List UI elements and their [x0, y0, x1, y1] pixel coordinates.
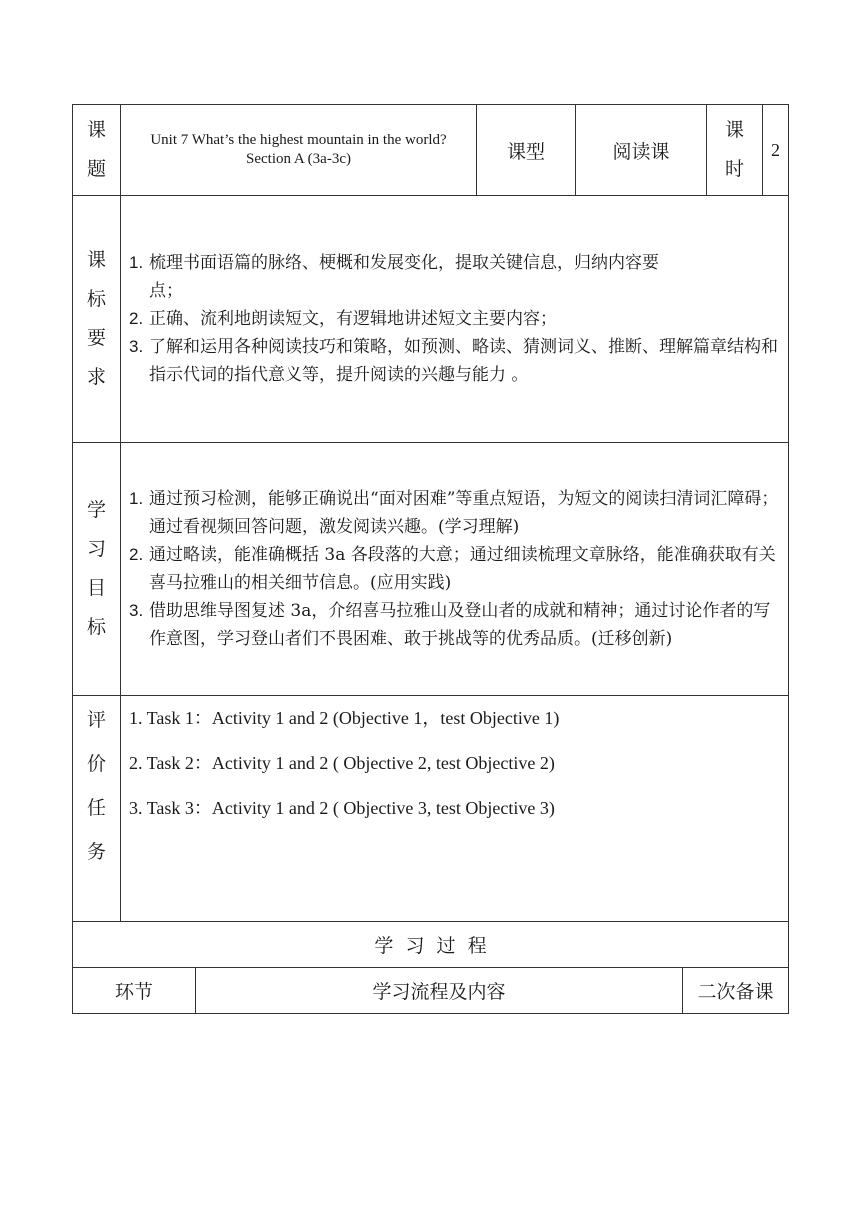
objective-item: 3. 借助思维导图复述 3a，介绍喜马拉雅山及登山者的成就和精神；通过讨论作者的写作意图，学习登山者们不畏困难、敢于挑战等的优秀品质。(迁移创新) — [129, 601, 771, 649]
topic-label: 课 题 — [73, 105, 121, 196]
evaluation-content — [121, 696, 789, 922]
objective-item: 2. 通过略读，能准确概括 3a 各段落的大意；通过细读梳理文章脉络，能准确获取有关喜马拉雅山的相关细节信息。(应用实践) — [129, 545, 776, 593]
standards-content — [121, 196, 789, 443]
standards-label: 课 标 要 求 — [73, 196, 121, 443]
content-column-header: 学习流程及内容 — [196, 968, 683, 1014]
evaluation-label: 评 价 任 务 — [73, 696, 121, 922]
task-item: 2. Task 2：Activity 1 and 2 ( Objective 2, test Objective 2) — [129, 753, 555, 773]
task-item: 3. Task 3：Activity 1 and 2 ( Objective 3, test Objective 3) — [129, 798, 555, 818]
lesson-title: Unit 7 What’s the highest mountain in the world? Section A (3a-3c) — [121, 105, 477, 196]
prep-column-header: 二次备课 — [683, 968, 789, 1014]
type-label: 课型 — [477, 105, 576, 196]
stage-column-header: 环节 — [73, 968, 196, 1014]
lesson-plan-table — [72, 104, 788, 1014]
period-value: 2 — [763, 105, 789, 196]
process-title: 学 习 过 程 — [73, 922, 789, 968]
header-table — [72, 104, 789, 196]
standard-item: 2. 正确、流利地朗读短文，有逻辑地讲述短文主要内容； — [129, 309, 557, 329]
standard-item: 1. 梳理书面语篇的脉络、梗概和发展变化，提取关键信息，归纳内容要点； — [129, 253, 659, 301]
objectives-label: 学 习 目 标 — [73, 443, 121, 696]
objective-item: 1. 通过预习检测，能够正确说出“面对困难”等重点短语，为短文的阅读扫清词汇障碍；通过看视频回答问题，激发阅读兴趣。(学习理解) — [129, 489, 779, 537]
type-value: 阅读课 — [576, 105, 707, 196]
requirements-table — [72, 195, 789, 922]
period-label: 课 时 — [707, 105, 763, 196]
task-item: 1. Task 1：Activity 1 and 2 (Objective 1，test Objective 1) — [129, 708, 560, 728]
objectives-content — [121, 443, 789, 696]
standard-item: 3. 了解和运用各种阅读技巧和策略，如预测、略读、猜测词义、推断、理解篇章结构和指示代词的指代意义等，提升阅读的兴趣与能力 。 — [129, 337, 778, 385]
process-table — [72, 921, 789, 1014]
